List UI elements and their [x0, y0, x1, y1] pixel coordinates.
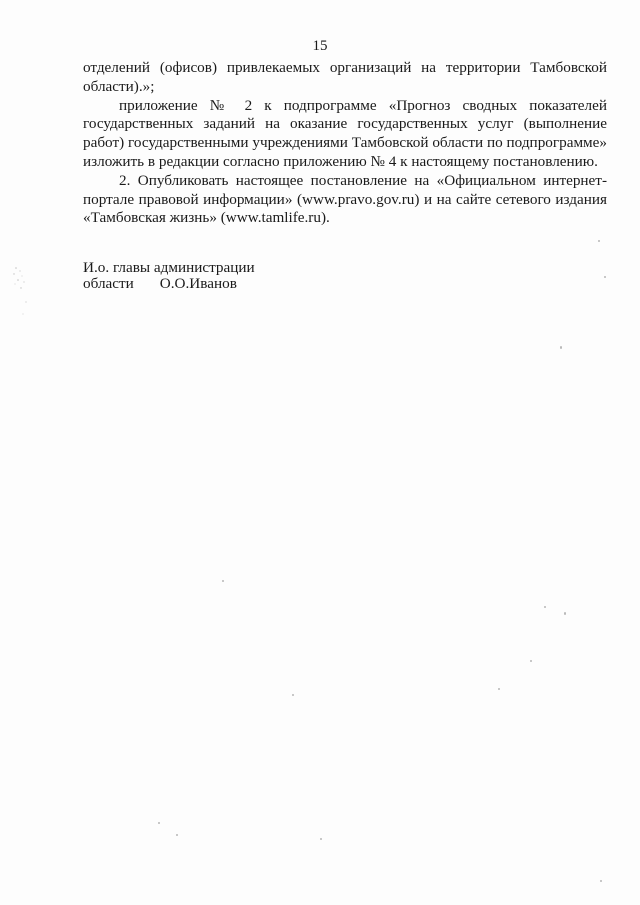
scan-speck — [320, 838, 322, 840]
scan-speck — [604, 276, 606, 278]
signature-region: области — [83, 275, 134, 292]
page-number: 15 — [312, 38, 328, 54]
signature-title: И.о. главы администрации — [83, 259, 255, 276]
signature-second-line — [83, 276, 255, 292]
scan-speck — [564, 612, 566, 615]
scan-speck — [544, 606, 546, 608]
scan-speck — [158, 822, 160, 824]
paragraph-continuation: отделений (офисов) привлекаемых организаций на территории Тамбовской области).»; — [83, 59, 607, 95]
scan-speck — [530, 660, 532, 662]
scan-noise-left-margin — [6, 262, 36, 322]
paragraph-publish: 2. Опубликовать настоящее постановление на «Официальном интернет-портале правовой информации» (www.pravo.gov.ru) и на сайте сетевого издания «Тамбовская жизнь» (www.tamlife.ru). — [83, 171, 607, 227]
paragraph-appendix-2: приложение № 2 к подпрограмме «Прогноз сводных показателей государственных заданий на оказание государственных услуг (выполнение работ) государственными учреждениями Тамбовской области по подпрограмме» изложить в редакции согласно приложению № 4 к настоящему постановлению. — [83, 96, 607, 170]
scan-speck — [498, 688, 500, 690]
scan-speck — [176, 834, 178, 836]
scan-speck — [222, 580, 224, 582]
signature-name: О.О.Иванов — [159, 275, 237, 292]
scan-speck — [560, 346, 562, 349]
scan-speck — [292, 694, 294, 696]
scan-speck — [600, 880, 602, 882]
scan-speck — [598, 240, 600, 242]
document-body — [83, 59, 607, 228]
signature-block — [83, 260, 255, 292]
